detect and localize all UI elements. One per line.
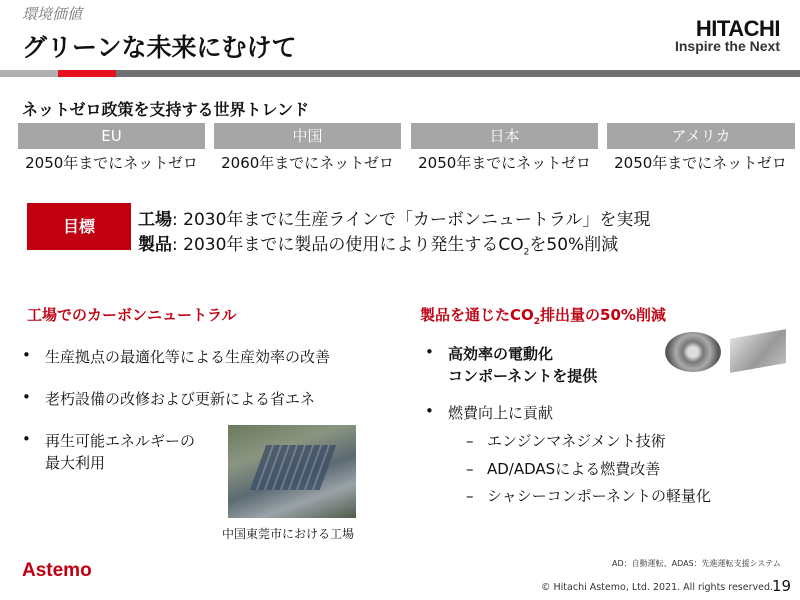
region-japan: 日本 bbox=[411, 123, 598, 149]
region-target: 2050年までにネットゼロ bbox=[614, 154, 787, 172]
trend-heading: ネットゼロ政策を支持する世界トレンド bbox=[22, 100, 310, 119]
list-item: 高効率の電動化 bbox=[448, 345, 554, 363]
sub-list-item: シャシーコンポーネントの軽量化 bbox=[487, 487, 711, 505]
dash-icon: – bbox=[466, 487, 474, 505]
inverter-product-image bbox=[730, 329, 786, 373]
footnote: AD：自動運転、ADAS：先進運転支援システム bbox=[612, 559, 781, 568]
hitachi-logo: HITACHI bbox=[695, 16, 780, 41]
region-target: 2050年までにネットゼロ bbox=[418, 154, 591, 172]
bullet-icon: • bbox=[22, 430, 31, 448]
hitachi-tagline: Inspire the Next bbox=[674, 38, 780, 54]
solar-panels bbox=[250, 445, 336, 490]
photo-caption: 中国東莞市における工場 bbox=[222, 527, 355, 541]
dash-icon: – bbox=[466, 460, 474, 478]
region-eu: EU bbox=[18, 123, 205, 149]
region-target: 2060年までにネットゼロ bbox=[221, 154, 394, 172]
bullet-icon: • bbox=[22, 388, 31, 406]
sub-list-item: エンジンマネジメント技術 bbox=[487, 432, 666, 450]
header-bar-dark bbox=[116, 70, 800, 77]
page-title: グリーンな未来にむけて bbox=[22, 33, 297, 62]
dash-icon: – bbox=[466, 432, 474, 450]
motor-product-image bbox=[665, 332, 721, 372]
list-item: 生産拠点の最適化等による生産効率の改善 bbox=[45, 348, 331, 366]
goal-factory bbox=[138, 205, 650, 230]
bullet-icon: • bbox=[22, 346, 31, 364]
goal-product-label: 製品 bbox=[138, 235, 172, 255]
goal-product bbox=[138, 230, 618, 257]
subscript: 2 bbox=[533, 317, 541, 327]
sub-list-item: AD/ADASによる燃費改善 bbox=[487, 460, 661, 478]
list-item: 老朽設備の改修および更新による省エネ bbox=[45, 390, 316, 408]
goal-product-text: : 2030年までに製品の使用により発生するCO bbox=[172, 235, 524, 255]
list-item: コンポーネントを提供 bbox=[448, 367, 598, 385]
header-bar-light bbox=[0, 70, 58, 77]
astemo-logo: Astemo bbox=[22, 560, 92, 581]
section-label: 環境価値 bbox=[22, 5, 83, 23]
goal-factory-text: : 2030年までに生産ラインで「カーボンニュートラル」を実現 bbox=[172, 210, 651, 230]
header-bar-red bbox=[58, 70, 116, 77]
region-china: 中国 bbox=[214, 123, 401, 149]
page-number: 19 bbox=[772, 577, 792, 595]
region-usa: アメリカ bbox=[607, 123, 795, 149]
list-item: 最大利用 bbox=[45, 454, 106, 472]
subscript: 2 bbox=[523, 247, 530, 258]
right-heading-text: 製品を通じたCO bbox=[420, 306, 534, 324]
right-heading bbox=[420, 304, 666, 327]
copyright: © Hitachi Astemo, Ltd. 2021. All rights reserved. bbox=[541, 582, 774, 593]
bullet-icon: • bbox=[425, 402, 434, 420]
list-item: 燃費向上に貢献 bbox=[448, 404, 554, 422]
left-heading: 工場でのカーボンニュートラル bbox=[27, 306, 237, 324]
goal-badge: 目標 bbox=[27, 203, 131, 250]
bullet-icon: • bbox=[425, 343, 434, 361]
list-item: 再生可能エネルギーの bbox=[45, 432, 196, 450]
right-heading-text: 排出量の50%削減 bbox=[540, 306, 666, 324]
goal-factory-label: 工場 bbox=[138, 210, 172, 230]
goal-product-text: を50%削減 bbox=[529, 235, 619, 255]
factory-photo bbox=[228, 425, 356, 518]
region-target: 2050年までにネットゼロ bbox=[25, 154, 198, 172]
